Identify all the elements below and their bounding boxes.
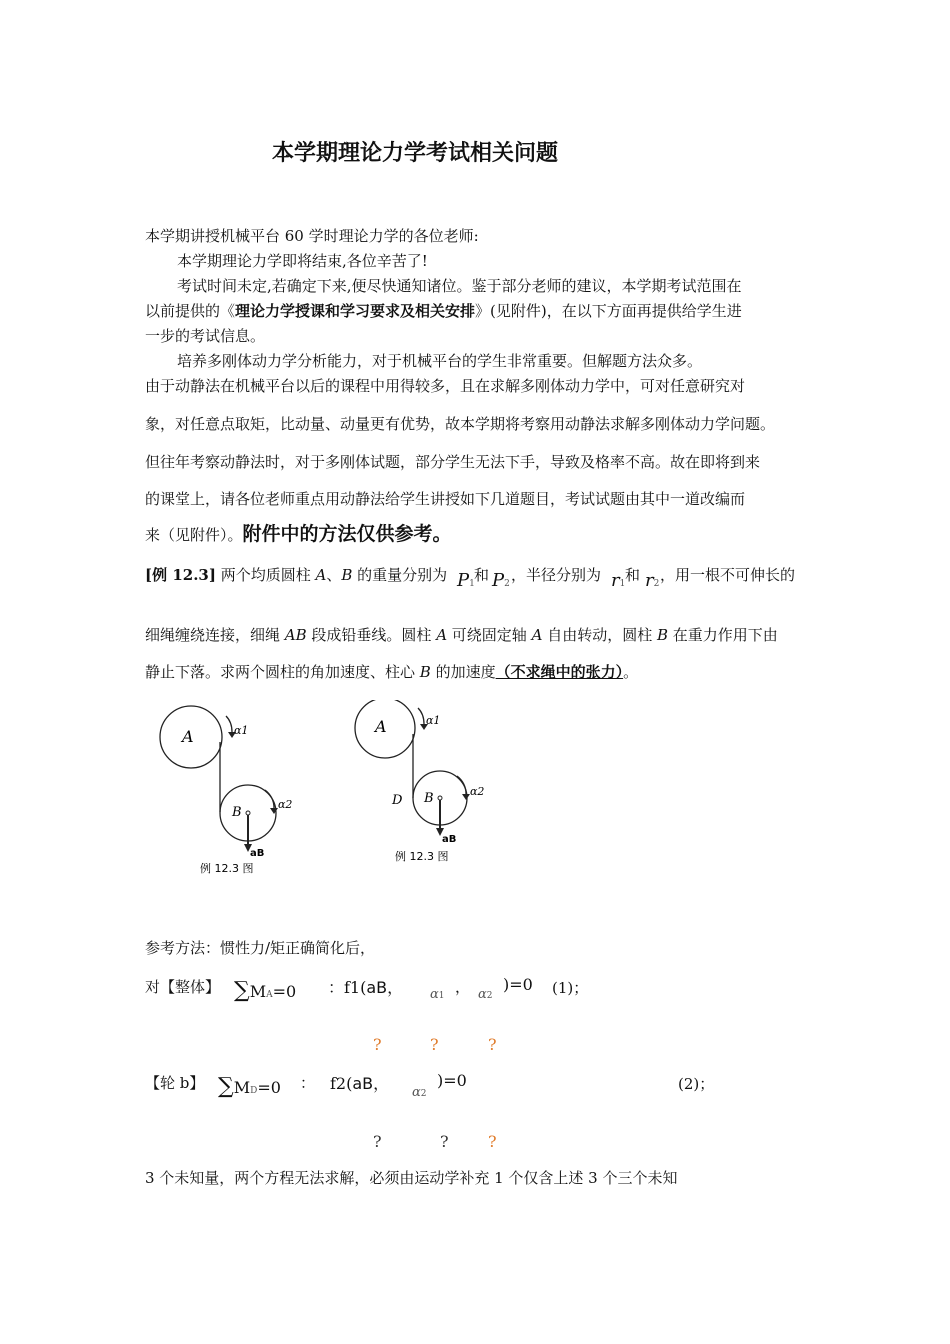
label-b: B bbox=[232, 805, 242, 820]
label-b: B bbox=[424, 791, 434, 806]
text-segment: ，半径分别为 bbox=[511, 566, 602, 584]
example-label: [例 12.3] bbox=[145, 566, 216, 584]
equals-zero: =0 bbox=[272, 982, 297, 1001]
text-segment: 》(见附件)，在以下方面再提供给学生进 bbox=[475, 302, 742, 320]
subscript: D bbox=[250, 1086, 258, 1096]
label-a: A bbox=[375, 717, 387, 736]
eq2-number: (2)； bbox=[678, 1075, 715, 1093]
symbol-alpha: α bbox=[430, 987, 439, 1002]
text-segment: f2( bbox=[330, 1074, 353, 1093]
label-a: A bbox=[182, 727, 194, 746]
subscript: A bbox=[266, 990, 273, 1000]
subscript: 1 bbox=[469, 579, 475, 589]
subscript: 2 bbox=[420, 1089, 427, 1099]
subscript: 2 bbox=[486, 991, 493, 1001]
eq1-alpha2 bbox=[478, 987, 493, 1002]
paragraph-line: 的课堂上，请各位老师重点用动静法给学生讲授如下几道题目，考试试题由其中一道改编而 bbox=[145, 490, 746, 508]
page-title: 本学期理论力学考试相关问题 bbox=[272, 141, 559, 166]
center-b-dot bbox=[246, 811, 250, 815]
text-segment: 段成铅垂线。圆柱 bbox=[306, 626, 437, 644]
paragraph-line: 象，对任意点取矩，比动量、动量更有优势，故本学期将考察用动静法求解多刚体动力学问题。 bbox=[145, 415, 776, 433]
symbol-r2 bbox=[645, 570, 659, 591]
paragraph-line bbox=[145, 301, 742, 321]
symbol-b: B bbox=[656, 626, 668, 644]
alpha2-arrowhead bbox=[270, 808, 278, 814]
figure-1 bbox=[150, 700, 310, 885]
sum-symbol: ∑ bbox=[234, 978, 250, 1003]
eq1-alpha1 bbox=[430, 987, 445, 1002]
symbol-a: A bbox=[315, 566, 327, 584]
eq1-function bbox=[328, 975, 403, 998]
symbol-r: r bbox=[611, 570, 620, 591]
conjunction: 和 bbox=[474, 566, 490, 584]
unknown-marker: ? bbox=[373, 1132, 382, 1151]
paragraph-line bbox=[145, 524, 452, 545]
equals-zero: =0 bbox=[257, 1078, 281, 1097]
text-segment: 的重量分别为 bbox=[352, 566, 448, 584]
alpha1-arrow bbox=[226, 716, 232, 732]
eq2-function bbox=[330, 1071, 389, 1094]
symbol-b: B bbox=[419, 663, 431, 681]
unknown-marker: ? bbox=[430, 1035, 439, 1054]
symbol-r: r bbox=[645, 570, 654, 591]
note-underlined: （不求绳中的张力） bbox=[495, 663, 624, 681]
text-segment: 来（见附件）。 bbox=[145, 526, 243, 544]
center-b-dot bbox=[438, 796, 442, 800]
paragraph-line: 本学期理论力学即将结束,各位辛苦了! bbox=[177, 252, 428, 270]
moment-symbol: M bbox=[249, 982, 267, 1001]
text-segment: 两个均质圆柱 bbox=[215, 566, 316, 584]
eq1-prefix: 对【整体】 bbox=[145, 978, 221, 996]
sum-symbol: ∑ bbox=[218, 1074, 234, 1099]
paragraph-line: 考试时间未定,若确定下来,便尽快通知诸位。鉴于部分老师的建议，本学期考试范围在 bbox=[177, 277, 742, 295]
example-line-2 bbox=[145, 625, 778, 645]
symbol-alpha: α bbox=[412, 1085, 421, 1100]
conclusion-line: 3 个未知量，两个方程无法求解，必须由运动学补充 1 个仅含上述 3 个三个未知 bbox=[145, 1169, 678, 1187]
label-alpha2: α2 bbox=[278, 798, 293, 811]
method-intro: 参考方法：惯性力/矩正确简化后， bbox=[145, 939, 376, 957]
symbol-r1 bbox=[611, 570, 625, 591]
paragraph-line: 由于动静法在机械平台以后的课程中用得较多，且在求解多刚体动力学中，可对任意研究对 bbox=[145, 377, 746, 395]
subscript: 1 bbox=[619, 579, 626, 589]
text-segment: 在重力作用下由 bbox=[668, 626, 778, 644]
salutation: 本学期讲授机械平台 60 学时理论力学的各位老师: bbox=[145, 227, 479, 245]
text-segment: ， bbox=[373, 1074, 390, 1093]
figure-2 bbox=[345, 700, 505, 870]
eq2-end: )=0 bbox=[437, 1071, 467, 1090]
symbol-ab: AB bbox=[284, 626, 307, 644]
symbol-alpha: α bbox=[478, 987, 487, 1002]
alpha2-arrowhead bbox=[462, 794, 470, 800]
unknown-marker: ? bbox=[488, 1132, 497, 1151]
text-segment: ， bbox=[387, 978, 404, 997]
eq1-number: (1)； bbox=[552, 979, 589, 997]
unknown-marker: ? bbox=[488, 1035, 497, 1054]
example-line-1 bbox=[145, 565, 447, 585]
eq1-comma: ， bbox=[455, 978, 471, 996]
text-segment: 的加速度 bbox=[430, 663, 496, 681]
symbol-a: A bbox=[531, 626, 543, 644]
text-segment: 以前提供的《 bbox=[145, 302, 236, 320]
paragraph-line: 培养多刚体动力学分析能力，对于机械平台的学生非常重要。但解题方法众多。 bbox=[177, 352, 703, 370]
figure-caption: 例 12.3 图 bbox=[395, 850, 449, 863]
symbol-p2 bbox=[492, 570, 510, 591]
text-segment: 。 bbox=[623, 663, 639, 681]
subscript: 2 bbox=[653, 579, 660, 589]
eq2-prefix: 【轮 b】 bbox=[145, 1074, 205, 1092]
text-segment: 静止下落。求两个圆柱的角加速度、柱心 bbox=[145, 663, 420, 681]
figure-caption: 例 12.3 图 bbox=[200, 862, 254, 875]
symbol-b: B bbox=[341, 566, 353, 584]
unknown-marker: ? bbox=[373, 1035, 382, 1054]
subscript: 2 bbox=[504, 579, 510, 589]
example-line-3 bbox=[145, 662, 638, 682]
eq2-colon: ： bbox=[300, 1074, 316, 1092]
paragraph-line: 但往年考察动静法时，对于多刚体试题，部分学生无法下手，导致及格率不高。故在即将到来 bbox=[145, 453, 761, 471]
text-segment: 自由转动，圆柱 bbox=[542, 626, 657, 644]
eq1-end: )=0 bbox=[503, 975, 533, 994]
symbol-p: P bbox=[492, 570, 505, 591]
paragraph-line: 一步的考试信息。 bbox=[145, 327, 266, 345]
text-segment: ：f1( bbox=[328, 978, 367, 997]
document-reference: 理论力学授课和学习要求及相关安排 bbox=[235, 302, 476, 320]
label-alpha2: α2 bbox=[470, 785, 485, 798]
label-alpha1: α1 bbox=[426, 714, 441, 727]
eq2-alpha2 bbox=[412, 1085, 427, 1100]
eq1-moment-sum bbox=[234, 978, 296, 1003]
emphasis-note: 附件中的方法仅供参考。 bbox=[242, 523, 452, 545]
label-ab: aB bbox=[250, 848, 265, 859]
subscript: 1 bbox=[438, 991, 445, 1001]
symbol-ab: aB bbox=[366, 978, 388, 997]
alpha1-arrow bbox=[418, 708, 424, 724]
text-segment: ，用一根不可伸长的 bbox=[660, 566, 796, 584]
text-segment: 、 bbox=[326, 566, 342, 584]
symbol-p: P bbox=[457, 570, 470, 591]
text-segment: 细绳缠绕连接，细绳 bbox=[145, 626, 285, 644]
symbol-a: A bbox=[436, 626, 448, 644]
symbol-ab: aB bbox=[352, 1074, 374, 1093]
text-segment: 可绕固定轴 bbox=[447, 626, 532, 644]
label-ab: aB bbox=[442, 834, 457, 845]
unknown-marker: ? bbox=[440, 1132, 449, 1151]
symbol-p1 bbox=[457, 570, 475, 591]
label-alpha1: α1 bbox=[234, 724, 249, 737]
eq2-moment-sum bbox=[218, 1074, 281, 1099]
moment-symbol: M bbox=[233, 1078, 251, 1097]
conjunction: 和 bbox=[625, 566, 641, 584]
label-d: D bbox=[392, 793, 403, 808]
